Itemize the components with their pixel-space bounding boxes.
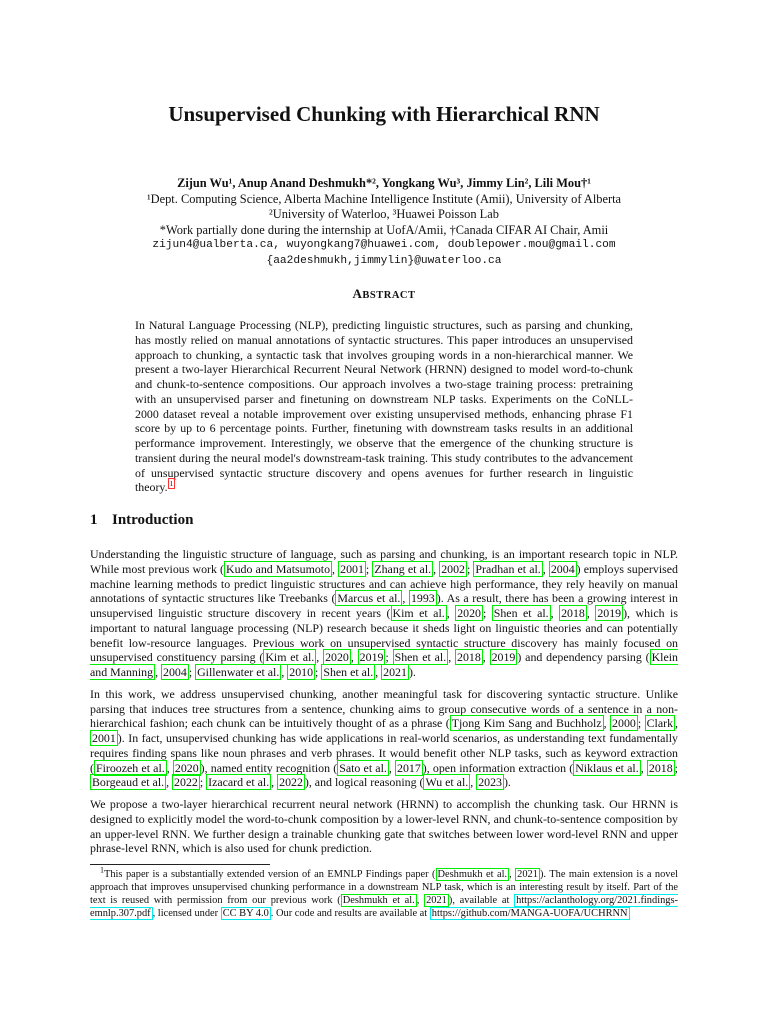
affiliation-note: *Work partially done during the internship at UofA/Amii, †Canada CIFAR AI Chair, Amii (159, 222, 609, 237)
citation-link[interactable]: 2022 (174, 775, 198, 790)
citation-link[interactable]: 2019 (359, 650, 384, 665)
citation-link[interactable]: Kim et al. (392, 606, 445, 620)
footnote-text: $^1$This paper is a substantially extended version of an EMNLP Findings paper ( Deshmukh et al. , 2021 ). The main extension is a novel approach that improves unsupervised chunking performance in a downstream NLP task, which is an interesting result by itself. Part of the text is reused with permission from our previous work ( Deshmukh et al. , 2021 ), available at https://aclanthology.org/2021.findings-emnlp.307.pdf , licensed under CC BY 4.0 . Our code and results are available at https://github.com/MANGA-UOFA/UCHRNN (90, 865, 678, 919)
citation-link[interactable]: Clark (646, 716, 674, 731)
citation-link[interactable]: 2023 (478, 775, 502, 790)
citation-link[interactable]: Shen et al. (323, 665, 374, 679)
footnote (90, 865, 678, 920)
citation-link[interactable]: Niklaus et al. (575, 760, 639, 775)
citation-link[interactable]: Tjong Kim Sang and Buchholz (451, 716, 602, 731)
citation-link[interactable]: Pradhan et al. (475, 561, 541, 576)
author-block (0, 176, 768, 269)
citation-link[interactable]: 2004 (550, 561, 575, 576)
citation-link[interactable]: 2021 (426, 895, 447, 906)
citation-link[interactable]: Kudo and Matsumoto (226, 561, 331, 576)
citation-link[interactable]: 2022 (279, 775, 303, 790)
author-emails-1[interactable]: zijun4@ualberta.ca, wuyongkang7@huawei.com, doublepower.mou@gmail.com (152, 239, 616, 251)
citation-link[interactable]: Firoozeh et al. (95, 760, 165, 775)
citation-link[interactable]: 2019 (597, 606, 622, 620)
citation-link[interactable]: Shen et al. (493, 606, 549, 620)
citation-link[interactable]: 2001 (340, 561, 364, 576)
citation-link[interactable]: 2018 (561, 606, 585, 620)
abstract-heading (0, 286, 768, 302)
code-repo-link[interactable]: https://github.com/MANGA-UOFA/UCHRNN (431, 908, 628, 919)
abstract-heading-rest: BSTRACT (362, 290, 416, 301)
affiliation-line-2: ²University of Waterloo, ³Huawei Poisson Lab (269, 207, 499, 221)
section-title: Introduction (112, 512, 194, 528)
citation-link[interactable]: Gillenwater et al. (197, 665, 280, 679)
paragraph-2: In this work, we address unsupervised chunking, another meaningful task for discovering syntactic structure. Unlike parsing that induces tree structures from a sentence, chunking aims to group consecutive words of a sentence in a non-hierarchical fashion; each chunk can be intuitively thought of as a phrase ( Tjong Kim Sang and Buchholz , 2000 ; Clark , 2001 ). In fact, unsupervised chunking has wide applications in real-world scenarios, as understanding text fundamentally requires finding spans like noun phrases and verb phrases. It would benefit other NLP tasks, such as keyword extraction ( Firoozeh et al. , 2020 ), named entity recognition ( Sato et al. , 2017 ), open information extraction ( Niklaus et al. , 2018 ; Borgeaud et al. , 2022 ; Izacard et al. , 2022 ), and logical reasoning ( Wu et al. , 2023 ). (90, 686, 678, 790)
section-number: 1 (90, 512, 98, 528)
citation-link[interactable]: 2002 (441, 561, 465, 576)
citation-link[interactable]: 2020 (174, 760, 199, 775)
citation-link[interactable]: Zhang et al. (374, 561, 432, 576)
citation-link[interactable]: 2020 (325, 650, 349, 665)
citation-link[interactable]: 2018 (648, 760, 673, 775)
citation-link[interactable]: Wu et al. (425, 775, 469, 790)
citation-link[interactable]: 2000 (612, 716, 636, 731)
citation-link[interactable]: 2017 (397, 760, 421, 775)
introduction-body (90, 547, 678, 863)
citation-link[interactable]: Marcus et al. (337, 591, 401, 606)
citation-link[interactable]: Izacard et al. (208, 775, 270, 790)
citation-link[interactable]: Deshmukh et al. (342, 895, 415, 906)
citation-link[interactable]: 2021 (383, 665, 407, 679)
citation-link[interactable]: 2021 (517, 869, 538, 880)
citation-link[interactable]: 2001 (92, 731, 116, 745)
abstract-heading-initial: A (352, 286, 363, 301)
author-emails-2[interactable]: {aa2deshmukh,jimmylin}@uwaterloo.ca (266, 254, 502, 267)
footnote-number: 1 (100, 865, 104, 875)
paper-title: Unsupervised Chunking with Hierarchical RNN (168, 102, 600, 126)
url-link[interactable]: https://aclanthology.org/2021.findings-emnlp.307.pdf (90, 895, 678, 919)
footnote-divider (90, 864, 270, 865)
paragraph-1: Understanding the linguistic structure of language, such as parsing and chunking, is an important research topic in NLP. While most previous work ( Kudo and Matsumoto , 2001 ; Zhang et al. , 2002 ; Pradhan et al. , 2004 ) employs supervised machine learning methods to predict linguistic structures and can achieve high performance, they rely heavily on manual annotations of syntactic structures like Treebanks ( Marcus et al. , 1993 ). As a result, there has been a growing interest in unsupervised linguistic structure discovery in recent years ( Kim et al. , 2020 ; Shen et al. , 2018 , 2019 ), which is important to natural language processing (NLP) research because it sheds light on linguistic theories and can potentially benefit low-resource languages. Previous work on unsupervised syntactic structure discovery has mainly focused on unsupervised constituency parsing ( Kim et al. , 2020 , 2019 ; Shen et al. , 2018 , 2019 ) and dependency parsing ( Klein and Manning , 2004 ; Gillenwater et al. , 2010 ; Shen et al. , 2021 ). (90, 547, 678, 679)
citation-link[interactable]: 2018 (457, 650, 481, 665)
citation-link[interactable]: 1993 (410, 591, 435, 606)
footnote-marker[interactable]: 1 (169, 479, 174, 489)
citation-link[interactable]: 2010 (289, 665, 314, 679)
section-heading-introduction (90, 512, 193, 529)
abstract-text (135, 318, 633, 495)
affiliation-line-1: ¹Dept. Computing Science, Alberta Machine Intelligence Institute (Amii), University of Alberta (146, 191, 622, 206)
citation-link[interactable]: 2020 (457, 606, 481, 620)
citation-link[interactable]: Shen et al. (394, 650, 447, 665)
citation-link[interactable]: Kim et al. (265, 650, 315, 665)
citation-link[interactable]: Klein and Manning (90, 650, 678, 679)
citation-link[interactable]: Sato et al. (339, 760, 387, 775)
citation-link[interactable]: 2019 (491, 650, 516, 665)
license-link[interactable]: CC BY 4.0 (222, 908, 269, 919)
author-names: Zijun Wu¹, Anup Anand Deshmukh*², Yongkang Wu³, Jimmy Lin², Lili Mou†¹ (177, 176, 591, 190)
citation-link[interactable]: 2004 (163, 665, 187, 679)
citation-link[interactable]: Borgeaud et al. (92, 775, 165, 790)
abstract-body: In Natural Language Processing (NLP), predicting linguistic structures, such as parsing and chunking, has mostly relied on manual annotations of syntactic structures. This paper introduces an unsupervised approach to chunking, a syntactic task that involves grouping words in a non-hierarchical manner. We present a two-layer Hierarchical Recurrent Neural Network (HRNN) designed to model word-to-chunk and chunk-to-sentence compositions. Our approach involves a two-stage training process: pretraining with an unsupervised parser and finetuning on downstream NLP tasks. Experiments on the CoNLL-2000 dataset reveal a notable improvement over existing unsupervised methods, enhancing phrase F1 score by up to 6 percentage points. Further, finetuning with downstream tasks results in an additional performance improvement. Interestingly, we observe that the emergence of the chunking structure is transient during the neural model's downstream-task training. This study contributes to the advancement of unsupervised syntactic structure discovery and opens avenues for further research in linguistic theory. (135, 318, 633, 495)
citation-link[interactable]: Deshmukh et al. (437, 869, 508, 880)
paragraph-3: We propose a two-layer hierarchical recurrent neural network (HRNN) to accomplish the chunking task. Our HRNN is designed to explicitly model the word-to-chunk composition by a lower-level RNN, and chunk-to-sentence composition by an upper-level RNN. We further design a trainable chunking gate that switches between lower word-level RNN and upper phrase-level RNN, which is also used for chunk prediction. (90, 797, 678, 856)
